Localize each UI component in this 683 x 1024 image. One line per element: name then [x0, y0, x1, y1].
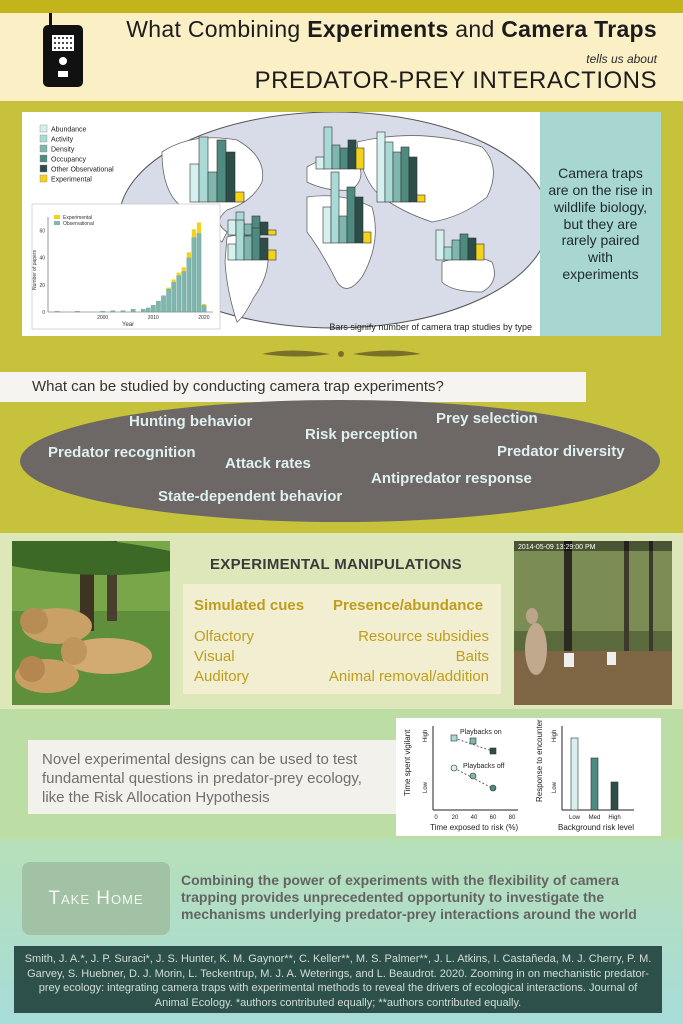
- label-playbacks-off: Playbacks off: [463, 763, 505, 770]
- bar: [228, 244, 236, 260]
- risk-graphs: [396, 718, 661, 836]
- map-caption: Bars signify number of camera trap studies by type: [329, 322, 532, 332]
- inset-bar-observational: [146, 308, 150, 312]
- bar: [268, 230, 276, 235]
- bar: [190, 164, 199, 202]
- topic-item: Attack rates: [225, 455, 311, 472]
- bar: [226, 152, 235, 202]
- inset-ylabel: Number of papers: [32, 249, 38, 290]
- bar: [468, 238, 476, 260]
- graph-right-y-low: Low: [552, 781, 558, 793]
- inset-bar-observational: [101, 311, 105, 312]
- graph-left-x-tick: 0: [434, 815, 438, 821]
- inset-bar-observational: [202, 305, 206, 312]
- title-part: Experiments: [307, 16, 449, 42]
- inset-bar-experimental: [197, 222, 201, 233]
- data-point: [451, 735, 457, 741]
- bar: [323, 207, 331, 243]
- map-legend: [40, 125, 114, 184]
- inset-bar-observational: [131, 309, 135, 312]
- data-point: [490, 748, 496, 754]
- inset-y-tick: 20: [39, 282, 45, 289]
- inset-bar-observational: [187, 258, 191, 312]
- data-point: [490, 785, 496, 791]
- bar: [385, 142, 393, 202]
- lions-photo: [12, 541, 170, 705]
- graph-left-x-tick: 80: [508, 815, 516, 821]
- graph-left-ylabel: Time spent vigilant: [403, 729, 412, 796]
- legend-swatch: [40, 165, 47, 172]
- question-bar: [0, 372, 586, 402]
- novel-designs-box: [28, 740, 396, 814]
- bar: [401, 147, 409, 202]
- novel-text: Novel experimental designs can be used to test fundamental questions in predator-prey ecology, like the Risk Allocation Hypothesis: [42, 751, 362, 807]
- bar: [393, 152, 401, 202]
- inset-y-tick: 60: [39, 228, 45, 235]
- legend-swatch: [40, 135, 47, 142]
- legend-swatch: [40, 125, 47, 132]
- inset-legend-swatch: [54, 215, 60, 219]
- inset-bar-observational: [172, 282, 176, 312]
- data-point: [470, 738, 476, 744]
- bar: [244, 236, 252, 260]
- inset-bar-observational: [177, 275, 181, 312]
- bar: [324, 127, 332, 169]
- inset-x-tick: 2020: [198, 315, 210, 321]
- inset-legend-label: Observational: [63, 221, 94, 227]
- legend-label: Abundance: [51, 126, 87, 134]
- title-part: Camera Traps: [501, 16, 657, 42]
- inset-bar-observational: [151, 305, 155, 312]
- data-point: [470, 773, 476, 779]
- ornament-divider: [0, 347, 683, 361]
- inset-xlabel: Year: [122, 322, 135, 328]
- bar: [217, 140, 226, 202]
- info-box: [540, 112, 661, 336]
- topic-item: Predator recognition: [48, 444, 196, 461]
- question-text: What can be studied by conducting camera trap experiments?: [32, 378, 444, 395]
- bar: [228, 220, 236, 235]
- legend-label: Experimental: [51, 176, 92, 184]
- poster-title: [126, 16, 657, 43]
- citation-text: Smith, J. A.*, J. P. Suraci*, J. S. Hunter, K. M. Gaynor**, C. Keller**, M. S. Palmer**, J. L. Atkins, I. Castañeda, M. J. Cherry, P. M. Garvey, S. Huebner, D. J. Morin, L. Teckentrup, M. J. A. Weterings, and L. Beaudrot. 2020. Zooming in on mechanistic predator-prey ecology: integrating camera traps with experimental methods to reveal the drivers of ecological interactions. Journal of Animal Ecology. *authors contributed equally; **authors contributed equally.: [24, 953, 652, 1009]
- topic-item: Prey selection: [436, 410, 538, 427]
- inset-bar-observational: [141, 309, 145, 312]
- bar: [339, 216, 347, 243]
- data-point: [451, 765, 457, 771]
- topic-item: Predator diversity: [497, 443, 625, 460]
- title-part: and: [455, 16, 495, 42]
- takehome-text: Combining the power of experiments with the flexibility of camera trapping provides unprecedented opportunity to investigate the mechanisms underlying predator-prey interactions around the world: [181, 872, 637, 923]
- poster-main-title: PREDATOR-PREY INTERACTIONS: [254, 67, 657, 94]
- inset-x-tick: 2010: [147, 315, 159, 321]
- graph-right-xlabel: Background risk level: [558, 823, 635, 832]
- inset-bar-observational: [192, 237, 196, 312]
- inset-chart: [32, 204, 220, 329]
- presence-item: Animal removal/addition: [328, 668, 489, 685]
- response-bar: [591, 758, 598, 810]
- bar: [236, 220, 244, 260]
- inset-bar-observational: [121, 311, 125, 312]
- inset-y-tick: 40: [39, 255, 45, 262]
- col-header-simulated-cues: Simulated cues: [194, 597, 305, 614]
- bar: [348, 140, 356, 169]
- graph-left-x-ticks: [434, 815, 516, 821]
- legend-label: Density: [51, 146, 75, 154]
- legend-swatch: [40, 155, 47, 162]
- bar: [252, 228, 260, 260]
- bar: [356, 148, 364, 169]
- bar: [417, 195, 425, 202]
- bar: [460, 234, 468, 260]
- bar: [199, 137, 208, 202]
- topic-item: Antipredator response: [371, 470, 532, 487]
- bar: [316, 157, 324, 169]
- cue-item: Visual: [194, 648, 235, 665]
- bar: [208, 172, 217, 202]
- inset-bar-experimental: [187, 252, 191, 257]
- response-bar-label: High: [608, 815, 621, 821]
- inset-legend-label: Experimental: [63, 215, 93, 221]
- bar: [363, 232, 371, 243]
- graph-vigilance: [403, 726, 519, 832]
- experimental-title: EXPERIMENTAL MANIPULATIONS: [210, 556, 462, 573]
- citation-box: [14, 946, 662, 1013]
- inset-bar-experimental: [192, 229, 196, 237]
- bar: [244, 224, 252, 235]
- bar: [332, 145, 340, 169]
- australia-shape: [442, 257, 494, 292]
- inset-bar-observational: [166, 289, 170, 312]
- legend-label: Activity: [51, 136, 74, 144]
- inset-bar-observational: [161, 296, 165, 312]
- world-map-figure: [22, 112, 540, 336]
- inset-bar-observational: [55, 311, 59, 312]
- bar: [260, 238, 268, 260]
- graph-right-y-high: High: [552, 729, 558, 742]
- response-bar: [611, 782, 618, 810]
- risk-graphs-panel: [396, 718, 661, 836]
- poster-subtitle: tells us about: [586, 52, 657, 66]
- inset-bar-experimental: [172, 279, 176, 282]
- inset-bar-experimental: [166, 288, 170, 289]
- inset-bar-experimental: [202, 304, 206, 305]
- info-text: Camera traps are on the rise in wildlife biology, but they are rarely paired with experiments: [548, 165, 653, 282]
- world-map: [22, 112, 540, 336]
- bar: [355, 197, 363, 243]
- inset-bar-observational: [156, 301, 160, 312]
- col-header-presence-abundance: Presence/abundance: [333, 597, 484, 614]
- inset-bar-experimental: [177, 273, 181, 276]
- legend-swatch: [40, 145, 47, 152]
- response-bar-label: Med: [588, 815, 601, 821]
- inset-bar-observational: [182, 271, 186, 312]
- legend-swatch: [40, 175, 47, 182]
- bar: [476, 244, 484, 260]
- inset-legend-swatch: [54, 221, 60, 225]
- graph-left-xlabel: Time exposed to risk (%): [430, 823, 519, 832]
- bar: [444, 247, 452, 260]
- response-bar-label: Low: [568, 815, 581, 821]
- takehome-label-text: Take Home: [48, 887, 144, 909]
- inset-x-tick: 2000: [97, 315, 109, 321]
- graph-response: [535, 719, 634, 832]
- graph-left-x-tick: 60: [489, 815, 497, 821]
- inset-y-tick: 0: [42, 310, 45, 316]
- bar: [331, 172, 339, 243]
- cue-item: Auditory: [194, 668, 250, 685]
- camera-trap-icon: [43, 13, 83, 87]
- takehome-label: [22, 862, 170, 935]
- bar: [268, 250, 276, 260]
- graph-left-x-tick: 40: [470, 815, 478, 821]
- bar: [436, 230, 444, 260]
- bar: [260, 222, 268, 235]
- camera-timestamp: 2014-05-09 13:29:00 PM: [518, 544, 596, 551]
- bar: [235, 192, 244, 202]
- inset-bar-observational: [197, 233, 201, 312]
- presence-item: Baits: [455, 648, 489, 665]
- bar: [340, 148, 348, 169]
- response-bar: [571, 738, 578, 810]
- inset-bar-observational: [75, 311, 79, 312]
- title-part: What Combining: [126, 16, 301, 42]
- topic-item: State-dependent behavior: [158, 488, 343, 505]
- kangaroo-camera-photo: [514, 541, 672, 705]
- graph-left-y-high: High: [423, 729, 429, 742]
- bar: [409, 157, 417, 202]
- inset-bar-experimental: [182, 267, 186, 271]
- legend-label: Other Observational: [51, 166, 114, 174]
- presence-item: Resource subsidies: [358, 628, 489, 645]
- bar: [347, 187, 355, 243]
- legend-label: Occupancy: [51, 156, 87, 164]
- topic-item: Risk perception: [305, 426, 418, 443]
- bar: [377, 132, 385, 202]
- graph-left-y-low: Low: [423, 781, 429, 793]
- label-playbacks-on: Playbacks on: [460, 729, 502, 736]
- inset-bar-observational: [111, 311, 115, 312]
- top-accent-bar: [0, 0, 683, 13]
- cue-item: Olfactory: [194, 628, 255, 645]
- bar: [452, 240, 460, 260]
- topic-item: Hunting behavior: [129, 413, 253, 430]
- graph-right-ylabel: Response to encounter: [535, 719, 544, 802]
- graph-left-x-tick: 20: [451, 815, 459, 821]
